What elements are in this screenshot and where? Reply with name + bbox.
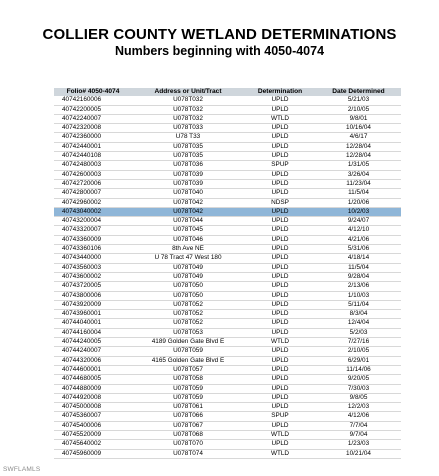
cell-folio: 40744320006	[54, 356, 132, 365]
cell-determination: UPLD	[244, 440, 316, 449]
cell-address: U078T032	[132, 96, 244, 105]
cell-determination: WTLD	[244, 449, 316, 458]
cell-folio: 40742600003	[54, 170, 132, 179]
cell-address: U078T058	[132, 375, 244, 384]
cell-determination: UPLD	[244, 272, 316, 281]
cell-folio: 40742440001	[54, 142, 132, 151]
cell-date: 4/12/10	[316, 226, 401, 235]
cell-date: 9/24/07	[316, 217, 401, 226]
cell-address: U078T040	[132, 189, 244, 198]
table-row	[54, 272, 401, 281]
cell-folio: 40743360106	[54, 245, 132, 254]
cell-folio: 40745960009	[54, 449, 132, 458]
cell-folio: 40743560003	[54, 263, 132, 272]
table-row	[54, 449, 401, 458]
wetland-determinations-table	[54, 88, 401, 459]
cell-determination: NDSP	[244, 198, 316, 207]
cell-folio: 40742440108	[54, 152, 132, 161]
cell-date: 9/8/05	[316, 393, 401, 402]
cell-folio: 40744240005	[54, 338, 132, 347]
cell-determination: UPLD	[244, 347, 316, 356]
cell-determination: SPUP	[244, 161, 316, 170]
cell-folio: 40743320007	[54, 226, 132, 235]
table-row	[54, 365, 401, 374]
cell-folio: 40743960001	[54, 310, 132, 319]
cell-date: 5/11/04	[316, 300, 401, 309]
cell-address: U078T059	[132, 393, 244, 402]
cell-address: U078T033	[132, 124, 244, 133]
table-row	[54, 170, 401, 179]
table-row	[54, 328, 401, 337]
table-row	[54, 161, 401, 170]
cell-folio: 40743040002	[54, 207, 132, 216]
cell-address: U078T035	[132, 142, 244, 151]
table-row	[54, 152, 401, 161]
cell-date: 1/20/06	[316, 198, 401, 207]
cell-address: U078T059	[132, 384, 244, 393]
cell-date: 4/12/06	[316, 412, 401, 421]
cell-date: 9/8/01	[316, 114, 401, 123]
cell-folio: 40743720005	[54, 282, 132, 291]
cell-determination: SPUP	[244, 412, 316, 421]
table-row	[54, 235, 401, 244]
cell-address: U078T068	[132, 430, 244, 439]
cell-address: U078T050	[132, 291, 244, 300]
table-row	[54, 217, 401, 226]
cell-folio: 40742240007	[54, 114, 132, 123]
cell-address: U078T052	[132, 300, 244, 309]
table-row	[54, 430, 401, 439]
table-row	[54, 226, 401, 235]
table-row	[54, 291, 401, 300]
cell-determination: WTLD	[244, 114, 316, 123]
table-row	[54, 254, 401, 263]
cell-determination: UPLD	[244, 328, 316, 337]
cell-folio: 40742720006	[54, 179, 132, 188]
cell-determination: UPLD	[244, 207, 316, 216]
cell-address: U078T052	[132, 319, 244, 328]
cell-address: U078T045	[132, 226, 244, 235]
cell-address: U 78 Tract 47 West 180	[132, 254, 244, 263]
cell-folio: 40744160004	[54, 328, 132, 337]
cell-folio: 40743200004	[54, 217, 132, 226]
cell-determination: UPLD	[244, 365, 316, 374]
cell-date: 4/21/06	[316, 235, 401, 244]
cell-determination: UPLD	[244, 375, 316, 384]
table-row	[54, 198, 401, 207]
cell-address: U078T074	[132, 449, 244, 458]
cell-determination: UPLD	[244, 254, 316, 263]
cell-date: 12/4/04	[316, 319, 401, 328]
cell-address: U078T070	[132, 440, 244, 449]
column-header-date: Date Determined	[316, 88, 401, 96]
cell-date: 12/2/03	[316, 403, 401, 412]
cell-determination: UPLD	[244, 133, 316, 142]
table-row	[54, 412, 401, 421]
cell-date: 7/30/03	[316, 384, 401, 393]
cell-determination: UPLD	[244, 403, 316, 412]
cell-folio: 40742200005	[54, 105, 132, 114]
cell-folio: 40744600001	[54, 365, 132, 374]
cell-determination: UPLD	[244, 282, 316, 291]
cell-determination: UPLD	[244, 189, 316, 198]
table-row	[54, 375, 401, 384]
column-header-determination: Determination	[244, 88, 316, 96]
cell-determination: UPLD	[244, 226, 316, 235]
table-row	[54, 114, 401, 123]
mls-watermark: SWFLAMLS	[3, 466, 41, 473]
table-row	[54, 300, 401, 309]
table-row	[54, 282, 401, 291]
cell-folio: 40742960002	[54, 198, 132, 207]
cell-address: U078T039	[132, 179, 244, 188]
table-row	[54, 403, 401, 412]
table-row	[54, 96, 401, 105]
cell-folio: 40745000008	[54, 403, 132, 412]
cell-address: U078T066	[132, 412, 244, 421]
cell-folio: 40742800007	[54, 189, 132, 198]
cell-address: U078T053	[132, 328, 244, 337]
cell-determination: UPLD	[244, 235, 316, 244]
cell-determination: WTLD	[244, 338, 316, 347]
cell-folio: 40742320008	[54, 124, 132, 133]
table-row	[54, 207, 401, 216]
cell-folio: 40743440000	[54, 254, 132, 263]
cell-date: 10/16/04	[316, 124, 401, 133]
cell-determination: UPLD	[244, 152, 316, 161]
cell-date: 2/13/06	[316, 282, 401, 291]
cell-folio: 40742480003	[54, 161, 132, 170]
cell-folio: 40744880009	[54, 384, 132, 393]
cell-address: U078T036	[132, 161, 244, 170]
document-title: COLLIER COUNTY WETLAND DETERMINATIONS	[42, 26, 397, 43]
cell-date: 5/2/03	[316, 328, 401, 337]
cell-folio: 40744040001	[54, 319, 132, 328]
table-row	[54, 356, 401, 365]
cell-date: 10/21/04	[316, 449, 401, 458]
cell-date: 9/7/04	[316, 430, 401, 439]
cell-date: 1/23/03	[316, 440, 401, 449]
cell-determination: UPLD	[244, 245, 316, 254]
cell-folio: 40745400006	[54, 421, 132, 430]
cell-determination: UPLD	[244, 263, 316, 272]
table-row	[54, 142, 401, 151]
cell-date: 11/5/04	[316, 189, 401, 198]
cell-date: 11/23/04	[316, 179, 401, 188]
cell-determination: UPLD	[244, 291, 316, 300]
table-row	[54, 179, 401, 188]
cell-folio: 40744920008	[54, 393, 132, 402]
cell-date: 10/2/03	[316, 207, 401, 216]
cell-determination: WTLD	[244, 430, 316, 439]
table-row	[54, 310, 401, 319]
cell-date: 11/5/04	[316, 263, 401, 272]
table-row	[54, 263, 401, 272]
cell-determination: UPLD	[244, 393, 316, 402]
cell-address: U078T049	[132, 272, 244, 281]
cell-determination: UPLD	[244, 300, 316, 309]
cell-address: U078T049	[132, 263, 244, 272]
cell-date: 7/27/16	[316, 338, 401, 347]
cell-address: U078T061	[132, 403, 244, 412]
cell-address: U078T042	[132, 207, 244, 216]
cell-folio: 40743600002	[54, 272, 132, 281]
table-row	[54, 440, 401, 449]
table-row	[54, 133, 401, 142]
cell-address: 4165 Golden Gate Blvd E	[132, 356, 244, 365]
table-row	[54, 319, 401, 328]
cell-determination: UPLD	[244, 384, 316, 393]
cell-determination: UPLD	[244, 217, 316, 226]
table-row	[54, 105, 401, 114]
cell-address: U078T046	[132, 235, 244, 244]
cell-determination: UPLD	[244, 421, 316, 430]
table-row	[54, 384, 401, 393]
cell-address: U078T057	[132, 365, 244, 374]
table-row	[54, 393, 401, 402]
cell-determination: UPLD	[244, 310, 316, 319]
cell-date: 8/3/04	[316, 310, 401, 319]
cell-folio: 40743360009	[54, 235, 132, 244]
cell-date: 5/31/06	[316, 245, 401, 254]
cell-folio: 40742360000	[54, 133, 132, 142]
cell-date: 3/26/04	[316, 170, 401, 179]
cell-address: U078T067	[132, 421, 244, 430]
cell-address: U78 T33	[132, 133, 244, 142]
cell-determination: UPLD	[244, 356, 316, 365]
table-header-row	[54, 88, 401, 96]
cell-address: U078T032	[132, 114, 244, 123]
table-row	[54, 189, 401, 198]
cell-folio: 40744680005	[54, 375, 132, 384]
cell-address: U078T039	[132, 170, 244, 179]
cell-date: 2/10/05	[316, 105, 401, 114]
cell-date: 6/29/01	[316, 356, 401, 365]
cell-determination: UPLD	[244, 170, 316, 179]
table-row	[54, 124, 401, 133]
cell-folio: 40742160006	[54, 96, 132, 105]
cell-folio: 40743800006	[54, 291, 132, 300]
cell-address: U078T035	[132, 152, 244, 161]
document-subtitle: Numbers beginning with 4050-4074	[114, 44, 325, 58]
cell-date: 12/28/04	[316, 152, 401, 161]
cell-date: 7/7/04	[316, 421, 401, 430]
cell-address: U078T042	[132, 198, 244, 207]
cell-date: 11/14/06	[316, 365, 401, 374]
cell-date: 4/18/14	[316, 254, 401, 263]
column-header-address: Address or Unit/Tract	[132, 88, 244, 96]
cell-determination: UPLD	[244, 124, 316, 133]
cell-address: 4189 Golden Gate Blvd E	[132, 338, 244, 347]
cell-folio: 40745360007	[54, 412, 132, 421]
cell-folio: 40743920009	[54, 300, 132, 309]
cell-date: 12/28/04	[316, 142, 401, 151]
cell-determination: UPLD	[244, 142, 316, 151]
cell-determination: UPLD	[244, 96, 316, 105]
cell-date: 9/20/05	[316, 375, 401, 384]
column-header-folio: Folio# 4050-4074	[54, 88, 132, 96]
cell-determination: UPLD	[244, 179, 316, 188]
cell-address: U078T032	[132, 105, 244, 114]
cell-date: 2/10/05	[316, 347, 401, 356]
cell-date: 1/10/03	[316, 291, 401, 300]
cell-address: U078T052	[132, 310, 244, 319]
cell-address: U078T059	[132, 347, 244, 356]
cell-folio: 40745520009	[54, 430, 132, 439]
table-row	[54, 338, 401, 347]
cell-determination: UPLD	[244, 105, 316, 114]
cell-address: U078T050	[132, 282, 244, 291]
cell-date: 9/28/04	[316, 272, 401, 281]
cell-determination: UPLD	[244, 319, 316, 328]
cell-date: 5/21/03	[316, 96, 401, 105]
cell-date: 1/31/05	[316, 161, 401, 170]
cell-address: 8th Ave NE	[132, 245, 244, 254]
table-row	[54, 245, 401, 254]
cell-date: 4/6/17	[316, 133, 401, 142]
cell-folio: 40745640002	[54, 440, 132, 449]
table-row	[54, 421, 401, 430]
cell-address: U078T044	[132, 217, 244, 226]
table-row	[54, 347, 401, 356]
cell-folio: 40744240007	[54, 347, 132, 356]
